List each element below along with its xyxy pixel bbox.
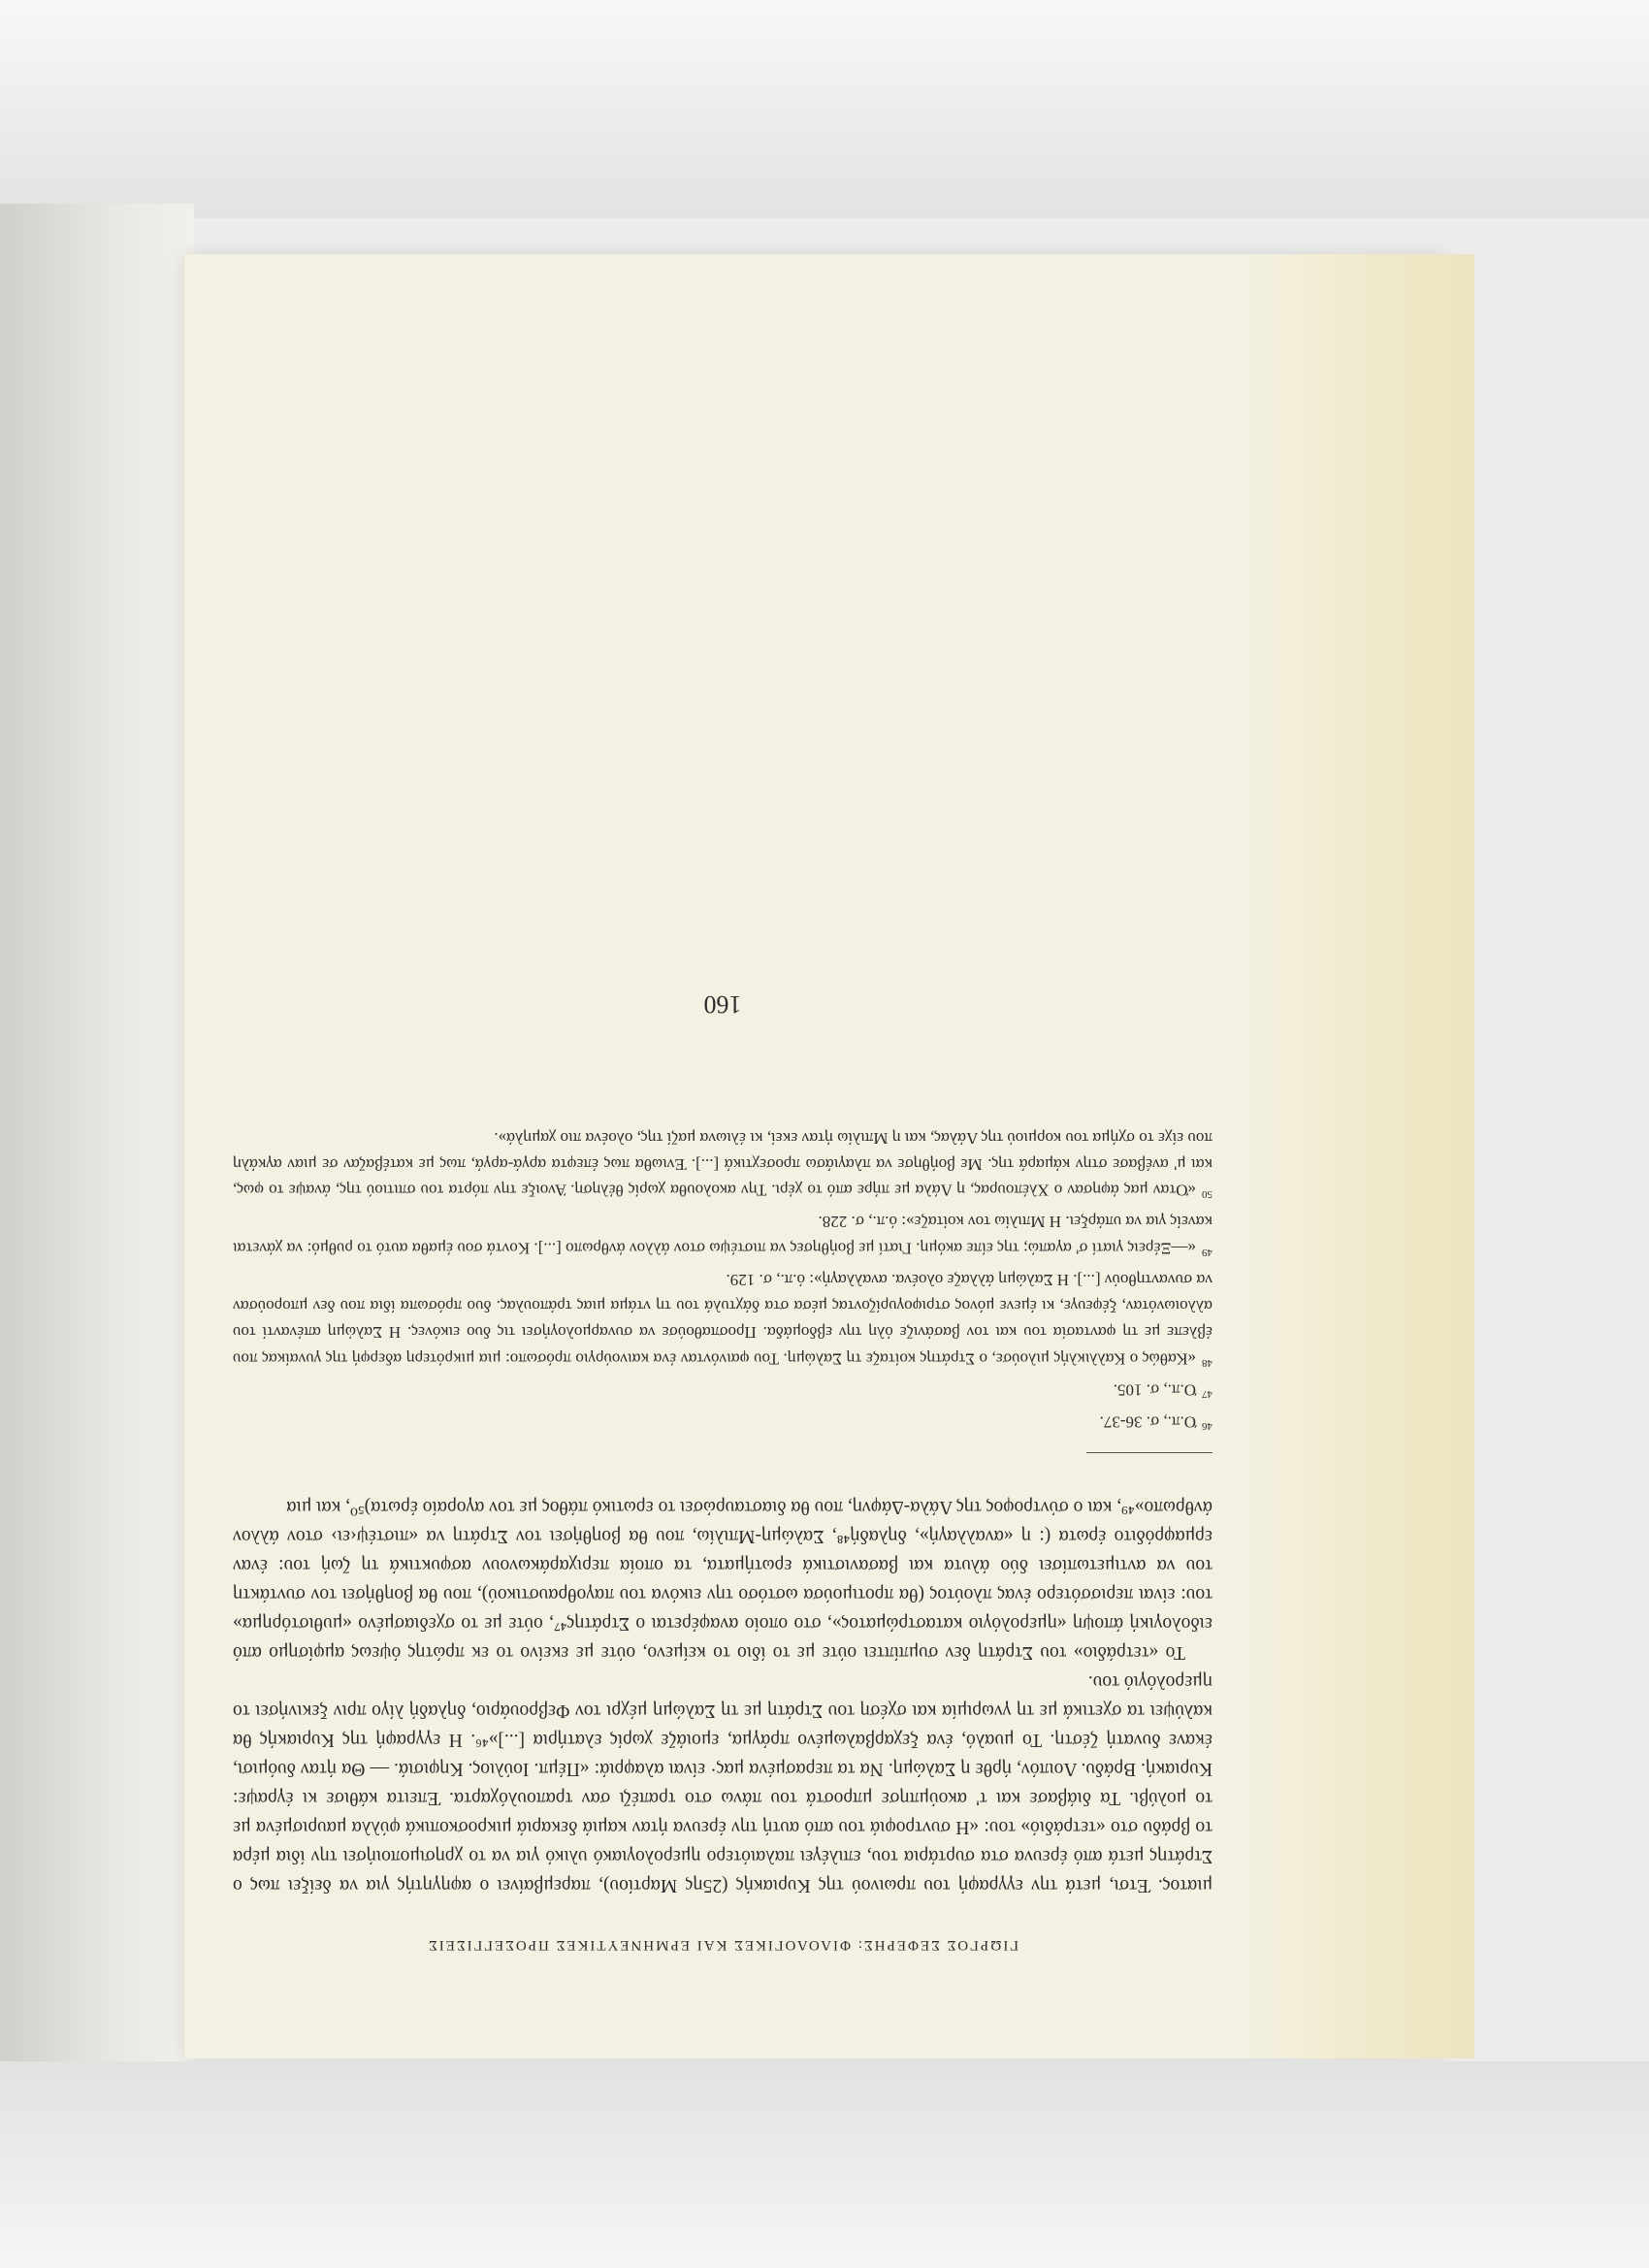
footnote-number: 50: [1202, 1188, 1212, 1201]
footnotes: [233, 1125, 1212, 1439]
footnote-rule: [1086, 1452, 1212, 1453]
footnote-text: «Καθώς ο Καλλικλής μιλούσε, ο Στράτης κοίταζε τη Σαλώμη. Του φαινόνταν ένα καινούργιο πρόσωπο: μια μικρότερη αδερφή της γυναίκας που έβλεπε με τη φαντασία του και τον βασάνιζε όλη την εβδομάδα. Προσπαθούσε να συναρμολογήσει τις δυο εικόνες. Η Σαλώμη απέναντί του αλλοιωνόταν, ξέφευγε, κι έμενε μόνος στριφογυρίζοντας μέσα στα δάχτυλά του τη ντάμα μιας τράπουλας. δυο πρόσωπα ίδια που δεν μπορούσαν να συναντηθούν [...]. Η Σαλώμη άλλαζε ολοένα. αναλλαγή»: ό.π., σ. 129.: [233, 1271, 1212, 1369]
footnote: [233, 1125, 1212, 1208]
footnote-number: 46: [1202, 1420, 1212, 1432]
scanner-background-bottom: [0, 2061, 1649, 2268]
paragraph: μιατος. Έτσι, μετά την εγγραφή του πρωινού της Κυριακής (25ης Μαρτίου), παρεμβαίνει ο αφηγητής για να δείξει πως ο Στράτης μετά από έρευνα στα συρτάρια του, επιλέγει παλαιότερο ημερολογιακό υλικό για να το χρησιμοποιήσει την ίδια μέρα το βράδυ στο «τετράδιό» του: «Η συντροφιά του από αυτή την έρευνα ήταν καμιά δεκαριά μικροσκοπικά φύλλα μαυρισμένα με το μολύβι. Τα διάβασε και τ' ακούμπησε μπροστά του πάνω στο τραπέζι σαν τραπουλόχαρτα. Έπειτα κάθισε κι έγραψε: Κυριακή. Βράδυ. Λοιπόν, ήρθε η Σαλώμη. Να τα περασμένα μας· είναι αλαφριά: «Πέμπ. Ιούλιος. Κηφισιά. — Θα ήταν δυόμισι, έκανε δυνατή ζέστη. Το μυαλό, ένα ξεχαρβαλωμένο πράγμα, εμοιάζε χωρίς ελατήρια [...]»⁴⁶. Η εγγραφή της Κυριακής θα καλύψει τα σχετικά με τη γνωριμία και σχέση του Στράτη με τη Σαλώμη μέχρι τον Φεβρουάριο, δηλαδή λίγο πριν ξεκινήσει το ημερολόγιό του.: [233, 1671, 1212, 1895]
footnote-number: 48: [1202, 1356, 1212, 1369]
footnote: [233, 1377, 1212, 1408]
footnote-text: «—Ξέρεις γιατί σ' αγαπώ; της είπε ακόμη. Γιατί με βοήθησες να πιστέψω στον άλλον άνθρωπο [...]. Κοντά σου έμαθα αυτό το ρυθμό: να χάνεται κανείς για να υπάρξει. Η Μπιλίω τον κοίταζε»: ό.π., σ. 228.: [233, 1213, 1212, 1258]
footnote-text: «Όταν μας άφησαν ο Χλέπουρας, η Λάλα με πήρε από το χέρι. Την ακολουθα χωρίς θέληση. Άνοιξε την πόρτα του σπιτιού της, άναψε το φως, και μ' ανέβασε στην κάμαρά της. Με βοήθησε να πλαγιάσω προσεχτικά [...]. Ένιωθα πως έπεφτα αργά-αργά, πως με κατέβαζαν σε μιαν αγκάλη που είχε το σχήμα του κορμιού της Λάλας, και η Μπιλίω ήταν εκεί, κι έλιωνα μαζί της, ολοένα πιο χαμηλά».: [233, 1128, 1212, 1200]
footnote: [233, 1209, 1212, 1265]
running-head: ΓΙΩΡΓΟΣ ΣΕΦΕΡΗΣ: ΦΙΛΟΛΟΓΙΚΕΣ ΚΑΙ ΕΡΜΗΝΕΥΤΙΚΕΣ ΠΡΟΣΕΓΓΙΣΕΙΣ: [427, 1937, 1018, 1953]
footnote-text: Ό.π., σ. 105.: [1113, 1380, 1196, 1400]
footnote-number: 49: [1202, 1247, 1212, 1259]
page-block-edge: [1237, 254, 1474, 2058]
footnote-number: 47: [1202, 1388, 1212, 1401]
page-number: 160: [703, 989, 742, 1019]
page-content-rotated: [233, 427, 1212, 1960]
footnote: [233, 1409, 1212, 1439]
footnote: [233, 1267, 1212, 1376]
paragraph: Το «τετράδιο» του Στράτη δεν συμπίπτει ούτε με το ίδιο το κείμενο, ούτε με εκείνο το εκ πρώτης όψεως αμφίσημο από ειδολογική άποψη «ημερολόγιο καταστρώματος», στο οποίο αναφέρεται ο Στράτης⁴⁷, ούτε με το σχεδιασμένο «μυθιστόρημα» του: είναι περισσότερο ένας πλούτος (θα προτιμούσα ωστόσο την εικόνα του παγοθραυστικού), που θα βοηθήσει τον συντάκτη του να αντιμετωπίσει δύο άλυτα και βασανιστικά ερωτήματα, τα οποία περιχαράκωνουν ασφυκτικά τη ζωή του: έναν ερμαφρόδιτο έρωτα (: η «αναλλαγή», δηλαδή⁴⁸, Σαλώμη-Μπιλίω, που θα βοηθήσει τον Στράτη να «πιστέψ‹ει› στον άλλον άνθρωπο»⁴⁹, και ο σύντροφος της Λάλα-Δάφνη, που θα διασταυρώσει το ερωτικό πάθος με τον αγοραίο έρωτα)⁵⁰, και μια: [233, 1497, 1212, 1663]
footnote-text: Ό.π., σ. 36-37.: [1099, 1412, 1196, 1432]
body-text: [233, 1492, 1212, 1899]
facing-page-edge: [0, 204, 194, 2066]
scanner-background-top: [0, 0, 1649, 218]
